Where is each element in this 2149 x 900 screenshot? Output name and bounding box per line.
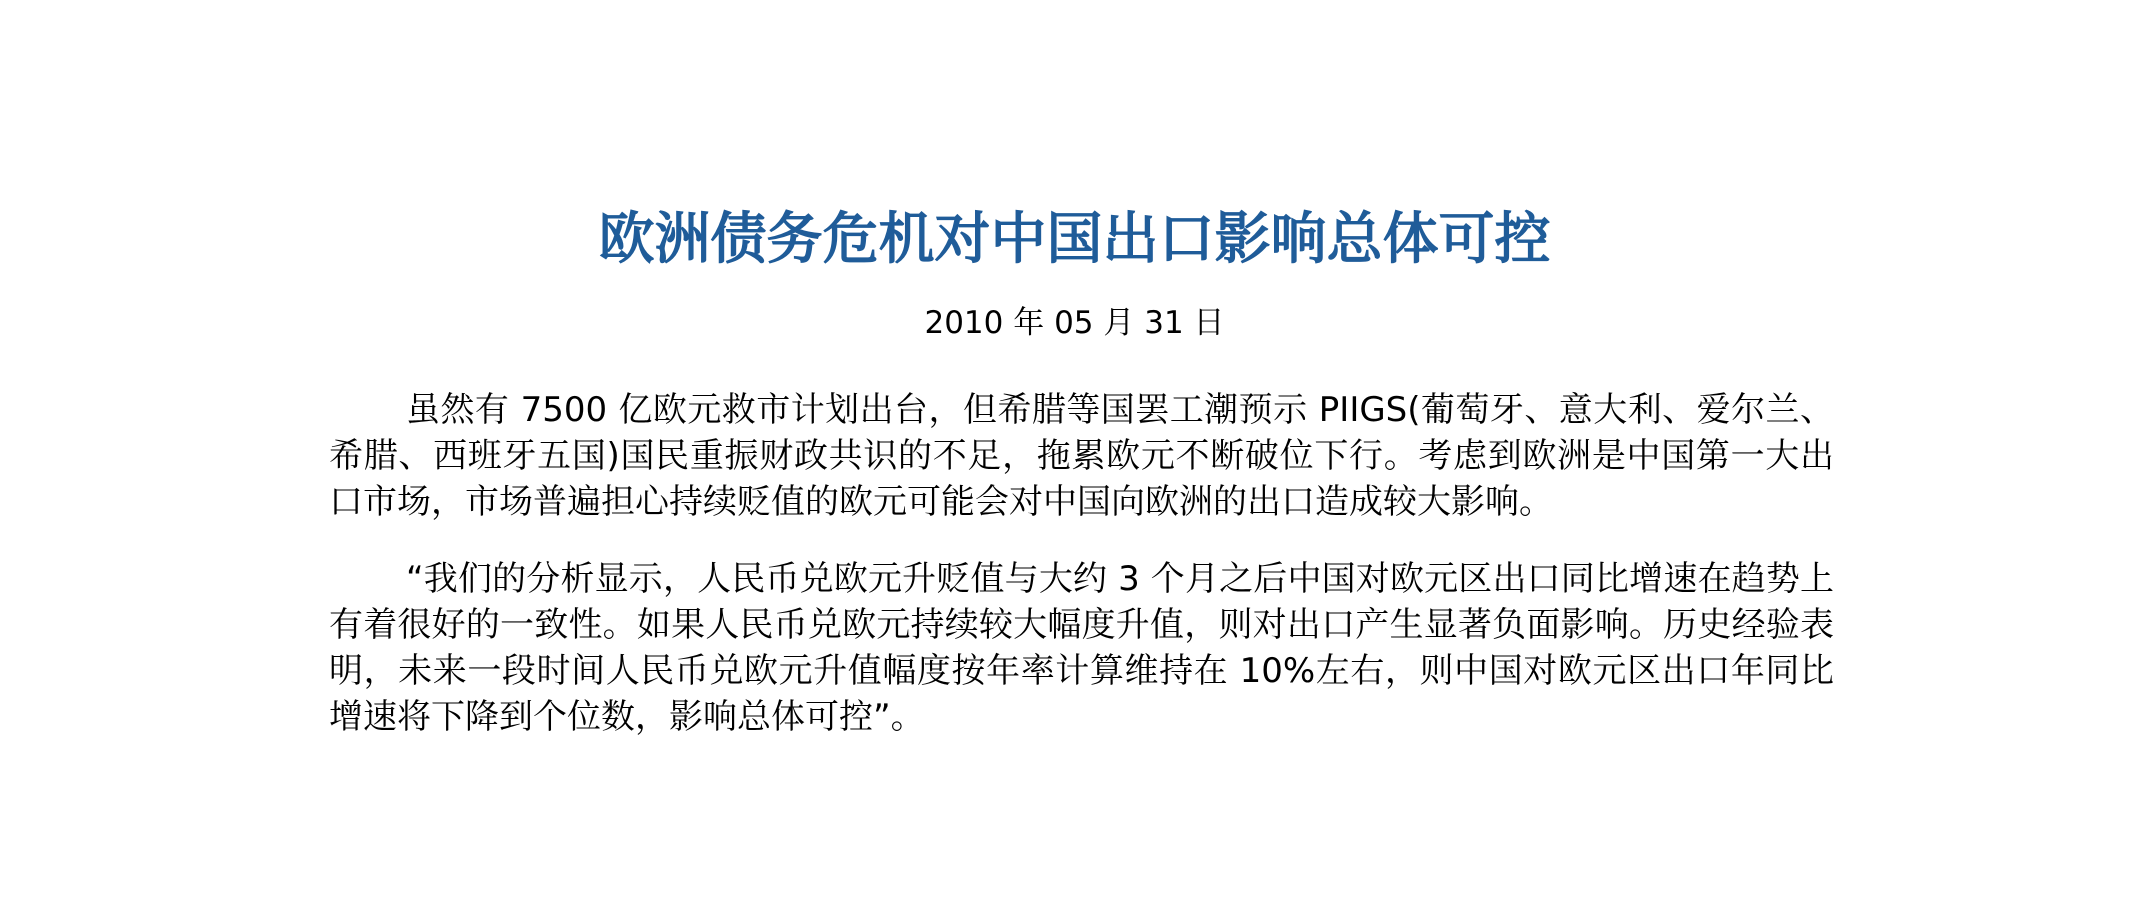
paragraph-1: 虽然有 7500 亿欧元救市计划出台，但希腊等国罢工潮预示 PIIGS(葡萄牙、意大利、爱尔兰、希腊、西班牙五国)国民重振财政共识的不足，拖累欧元不断破位下行。考虑到欧洲是中国第一大出口市场，市场普遍担心持续贬值的欧元可能会对中国向欧洲的出口造成较大影响。 — [329, 390, 1834, 522]
article-body — [329, 387, 1834, 771]
paragraph-2: “我们的分析显示，人民币兑欧元升贬值与大约 3 个月之后中国对欧元区出口同比增速在趋势上有着很好的一致性。如果人民币兑欧元持续较大幅度升值，则对出口产生显著负面影响。历史经验表明，未来一段时间人民币兑欧元升值幅度按年率计算维持在 10%左右，则中国对欧元区出口年同比增速将下降到个位数，影响总体可控”。 — [329, 559, 1834, 737]
article-date: 2010 年 05 月 31 日 — [924, 305, 1225, 341]
article-title: 欧洲债务危机对中国出口影响总体可控 — [598, 207, 1551, 272]
